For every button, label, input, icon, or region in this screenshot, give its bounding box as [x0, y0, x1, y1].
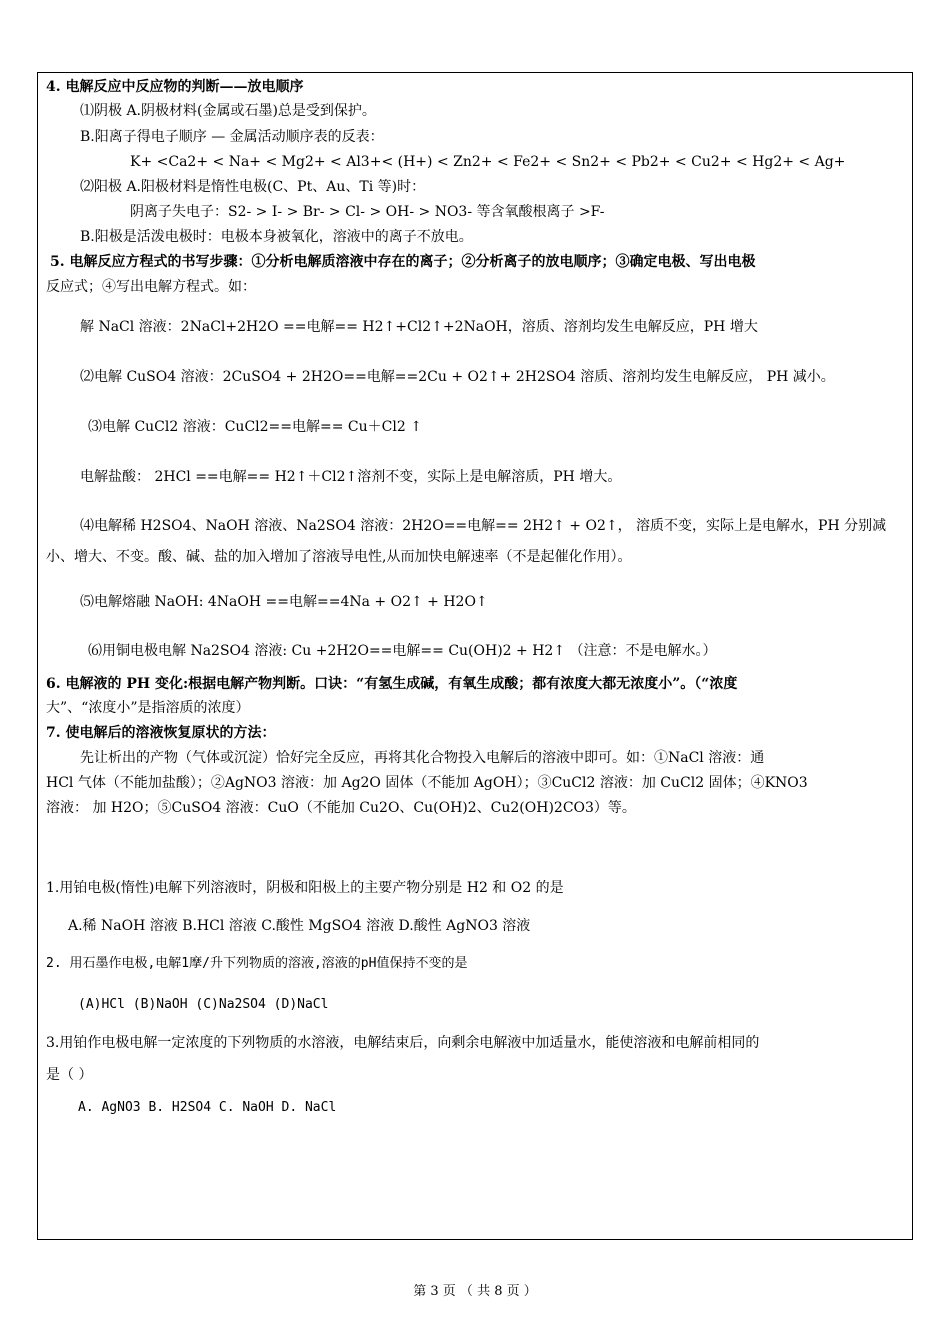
- text-line: 3.用铂作电极电解一定浓度的下列物质的水溶液，电解结束后，向剩余电解液中加适量水，能使溶液和电解前相同的: [46, 1035, 760, 1051]
- text-line: (A)HCl (B)NaOH (C)Na2SO4 (D)NaCl: [78, 997, 329, 1012]
- text-line: 是（ ）: [46, 1067, 93, 1083]
- text-line: 解 NaCl 溶液：2NaCl+2H2O ==电解== H2↑+Cl2↑+2NaOH，溶质、溶剂均发生电解反应，PH 增大: [80, 319, 758, 335]
- text-line: 2. 用石墨作电极,电解1摩/升下列物质的溶液,溶液的pH值保持不变的是: [46, 956, 468, 971]
- text-line: 7. 使电解后的溶液恢复原状的方法：: [46, 725, 276, 741]
- text-line: 1.用铂电极(惰性)电解下列溶液时，阴极和阳极上的主要产物分别是 H2 和 O2 的是: [46, 880, 564, 896]
- text-line: B.阳极是活泼电极时：电极本身被氧化，溶液中的离子不放电。: [80, 229, 473, 245]
- text-line: 6. 电解液的 PH 变化:根据电解产物判断。口诀：“有氢生成碱，有氧生成酸；都有浓度大都无浓度小”。（“浓度: [46, 676, 738, 692]
- text-line: 电解盐酸： 2HCl ==电解== H2↑＋Cl2↑溶剂不变，实际上是电解溶质，PH 增大。: [80, 469, 622, 485]
- text-line: 小、增大、不变。酸、碱、盐的加入增加了溶液导电性,从而加快电解速率（不是起催化作用）。: [46, 549, 632, 565]
- text-line: ⑹用铜电极电解 Na2SO4 溶液: Cu +2H2O==电解== Cu(OH)2 + H2↑ （注意：不是电解水。）: [88, 643, 717, 659]
- text-line: 5. 电解反应方程式的书写步骤：①分析电解质溶液中存在的离子；②分析离子的放电顺序；③确定电极、写出电极: [50, 254, 756, 270]
- text-line: 大”、“浓度小”是指溶质的浓度）: [46, 700, 250, 716]
- text-line: ⑵阳极 A.阳极材料是惰性电极(C、Pt、Au、Ti 等)时：: [80, 179, 426, 195]
- text-line: 溶液： 加 H2O；⑤CuSO4 溶液：CuO（不能加 Cu2O、Cu(OH)2、Cu2(OH)2CO3）等。: [46, 800, 636, 816]
- text-line: ⑵电解 CuSO4 溶液：2CuSO4 + 2H2O==电解==2Cu + O2↑+ 2H2SO4 溶质、溶剂均发生电解反应， PH 减小。: [80, 369, 835, 385]
- text-line: A. AgNO3 B. H2SO4 C. NaOH D. NaCl: [78, 1100, 337, 1115]
- text-line: ⑷电解稀 H2SO4、NaOH 溶液、Na2SO4 溶液：2H2O==电解== 2H2↑ + O2↑， 溶质不变，实际上是电解水，PH 分别减: [80, 518, 887, 534]
- text-line: ⑴阴极 A.阴极材料(金属或石墨)总是受到保护。: [80, 103, 376, 119]
- text-line: HCl 气体（不能加盐酸）；②AgNO3 溶液：加 Ag2O 固体（不能加 AgOH）；③CuCl2 溶液：加 CuCl2 固体；④KNO3: [46, 775, 808, 791]
- text-line: 反应式；④写出电解方程式。如：: [46, 279, 256, 295]
- page-footer: 第 3 页 （ 共 8 页 ）: [413, 1284, 537, 1299]
- text-line: K+ <Ca2+ < Na+ < Mg2+ < Al3+< (H+) < Zn2+ < Fe2+ < Sn2+ < Pb2+ < Cu2+ < Hg2+ < Ag+: [130, 154, 846, 170]
- text-line: 先让析出的产物（气体或沉淀）恰好完全反应，再将其化合物投入电解后的溶液中即可。如：①NaCl 溶液：通: [80, 750, 765, 766]
- text-line: ⑶电解 CuCl2 溶液：CuCl2==电解== Cu＋Cl2 ↑: [88, 419, 422, 435]
- text-line: ⑸电解熔融 NaOH: 4NaOH ==电解==4Na + O2↑ + H2O↑: [80, 594, 488, 610]
- text-line: B.阳离子得电子顺序 — 金属活动顺序表的反表：: [80, 129, 384, 145]
- text-line: 阴离子失电子：S2- > I- > Br- > Cl- > OH- > NO3- 等含氧酸根离子 >F-: [130, 204, 605, 220]
- text-line: A.稀 NaOH 溶液 B.HCl 溶液 C.酸性 MgSO4 溶液 D.酸性 AgNO3 溶液: [68, 918, 531, 934]
- text-line: 4. 电解反应中反应物的判断——放电顺序: [46, 79, 304, 95]
